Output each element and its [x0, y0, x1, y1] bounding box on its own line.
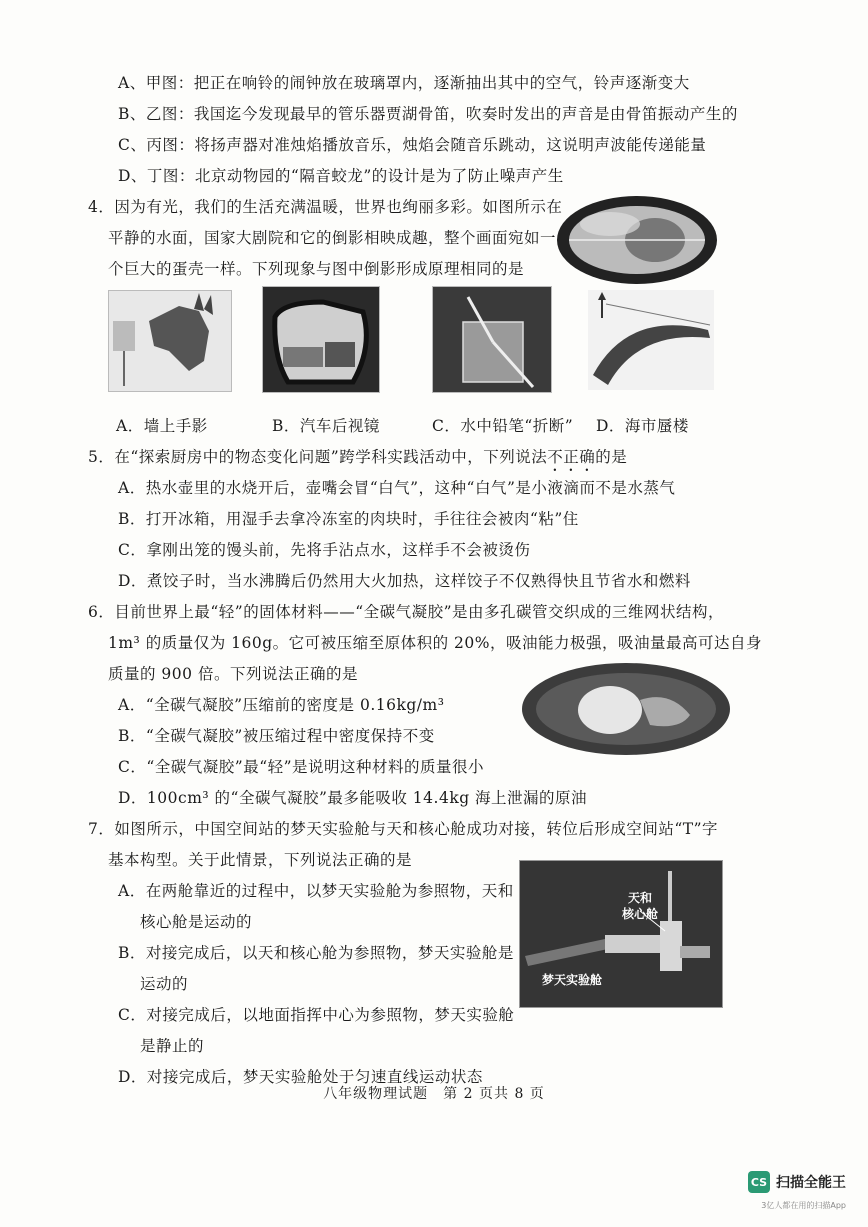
q6-option-a: A．“全碳气凝胶”压缩前的密度是 0.16kg/m³ — [118, 696, 445, 714]
q5-stem-suffix: 的是 — [595, 448, 628, 466]
q5-option-d: D．煮饺子时，当水沸腾后仍然用大火加热，这样饺子不仅熟得快且节省水和燃料 — [118, 572, 691, 590]
q4-caption-a: A．墙上手影 — [116, 417, 208, 435]
q4-caption-c: C．水中铅笔“折断” — [432, 417, 574, 435]
q4-stem-line-3: 个巨大的蛋壳一样。下列现象与图中倒影形成原理相同的是 — [108, 260, 525, 278]
q7-option-c-line-2: 是静止的 — [140, 1037, 205, 1055]
q6-stem-line-2: 1m³ 的质量仅为 160g。它可被压缩至原体积的 20%，吸油能力极强，吸油量最高可达自身 — [108, 634, 763, 652]
page-footer: 八年级物理试题 第 2 页共 8 页 — [323, 1086, 545, 1102]
q6-option-b: B．“全碳气凝胶”被压缩过程中密度保持不变 — [118, 727, 435, 745]
q4-theatre-photo — [555, 194, 720, 286]
q6-stem-line-1: 6．目前世界上最“轻”的固体材料——“全碳气凝胶”是由多孔碳管交织成的三维网状结构， — [88, 603, 725, 621]
q6-aerogel-photo — [520, 660, 732, 758]
q5-stem — [88, 446, 627, 475]
q7-option-a-line-2: 核心舱是运动的 — [140, 913, 253, 931]
q4-caption-b: B．汽车后视镜 — [272, 417, 380, 435]
q4-stem-line-2: 平静的水面，国家大剧院和它的倒影相映成趣，整个画面宛如一 — [108, 229, 557, 247]
q5-stem-prefix: 5．在“探索厨房中的物态变化问题”跨学科实践活动中，下列说法 — [88, 448, 548, 466]
q5-stem-emphasis: 不正确 — [547, 448, 596, 466]
scanner-badge-icon: CS — [748, 1171, 770, 1193]
q3-option-a: A、甲图：把正在响铃的闹钟放在玻璃罩内，逐渐抽出其中的空气，铃声逐渐变大 — [118, 74, 690, 92]
q4-caption-d: D．海市蜃楼 — [596, 417, 689, 435]
scanner-logo — [748, 1171, 846, 1193]
q7-option-a-line-1: A．在两舱靠近的过程中，以梦天实验舱为参照物，天和 — [118, 882, 514, 900]
q5-option-b: B．打开冰箱，用湿手去拿冷冻室的肉块时，手往往会被肉“粘”住 — [118, 510, 579, 528]
q6-option-c: C．“全碳气凝胶”最“轻”是说明这种材料的质量很小 — [118, 758, 485, 776]
q6-stem-line-3: 质量的 900 倍。下列说法正确的是 — [108, 665, 358, 683]
q4-figure-pencil — [432, 286, 552, 393]
q7-stem-line-2: 基本构型。关于此情景，下列说法正确的是 — [108, 851, 413, 869]
q6-option-d: D．100cm³ 的“全碳气凝胶”最多能吸收 14.4kg 海上泄漏的原油 — [118, 789, 588, 807]
q5-option-a: A．热水壶里的水烧开后，壶嘴会冒“白气”，这种“白气”是小液滴而不是水蒸气 — [118, 479, 676, 497]
q7-label-mengtian: 梦天实验舱 — [542, 973, 603, 987]
q3-option-b: B、乙图：我国迄今发现最早的管乐器贾湖骨笛，吹奏时发出的声音是由骨笛振动产生的 — [118, 105, 738, 123]
q7-option-b-line-2: 运动的 — [140, 975, 189, 993]
q7-option-c-line-1: C．对接完成后，以地面指挥中心为参照物，梦天实验舱 — [118, 1006, 515, 1024]
q7-label-tianhe: 天和 — [628, 891, 653, 905]
q7-option-b-line-1: B．对接完成后，以天和核心舱为参照物，梦天实验舱是 — [118, 944, 514, 962]
q3-option-d: D、丁图：北京动物园的“隔音蛟龙”的设计是为了防止噪声产生 — [118, 167, 564, 185]
q4-figure-mirror — [262, 286, 380, 393]
q5-option-c: C．拿刚出笼的馒头前，先将手沾点水，这样手不会被烫伤 — [118, 541, 531, 559]
q4-stem-line-1: 4．因为有光，我们的生活充满温暖，世界也绚丽多彩。如图所示在 — [88, 198, 563, 216]
q7-stem-line-1: 7．如图所示，中国空间站的梦天实验舱与天和核心舱成功对接，转位后形成空间站“T”字 — [88, 820, 719, 838]
q7-option-d: D．对接完成后，梦天实验舱处于匀速直线运动状态 — [118, 1068, 483, 1086]
q4-figure-mirage — [588, 290, 714, 390]
scanner-app-name: 扫描全能王 — [776, 1175, 846, 1191]
scanner-tagline: 3亿人都在用的扫描App — [761, 1201, 846, 1210]
q4-figure-shadow — [108, 290, 232, 392]
q3-option-c: C、丙图：将扬声器对准烛焰播放音乐，烛焰会随音乐跳动，这说明声波能传递能量 — [118, 136, 707, 154]
q7-space-station-figure — [519, 860, 723, 1008]
q7-label-core-module: 核心舱 — [622, 907, 659, 921]
